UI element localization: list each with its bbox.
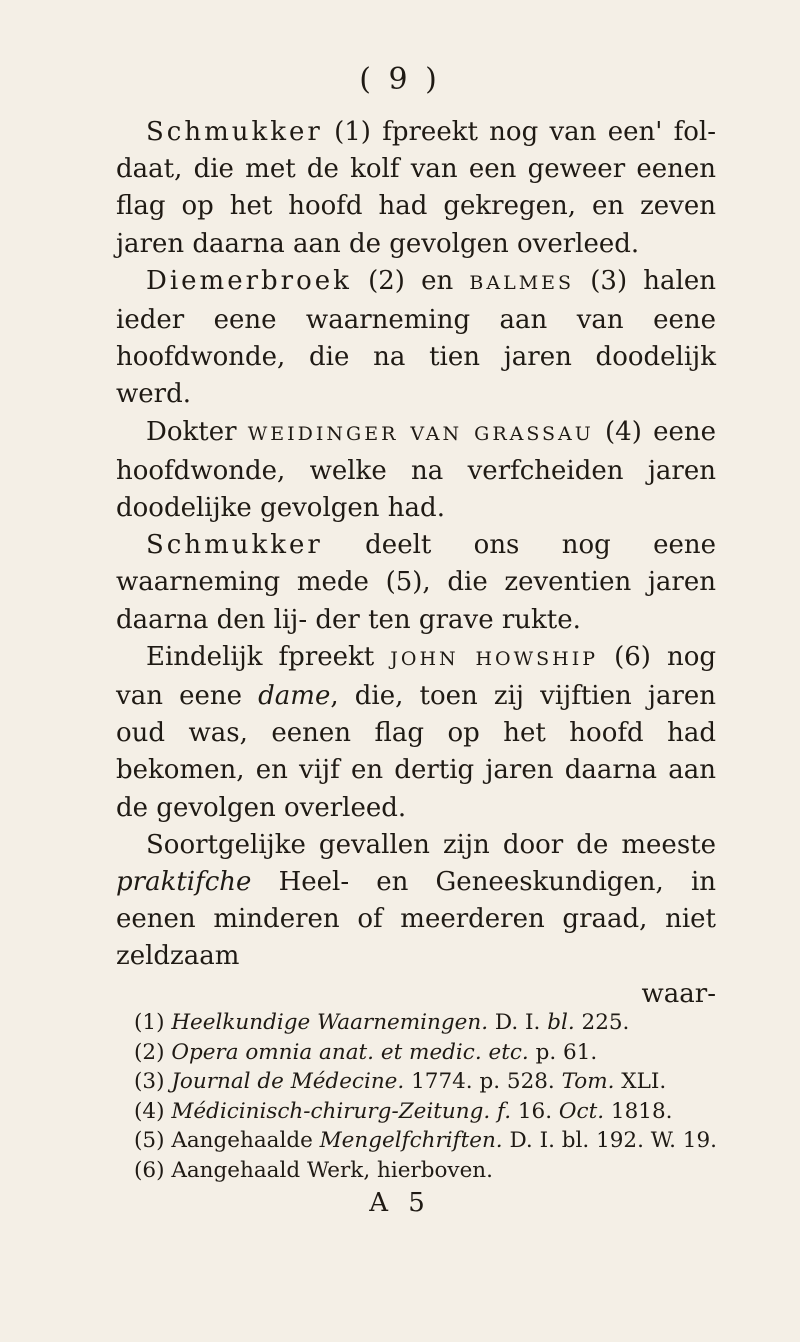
footnote-detail: Aangehaald Werk, hierboven.: [171, 1157, 493, 1183]
conjunction: en: [404, 265, 470, 296]
footnote-mark: (5): [134, 1128, 165, 1153]
paragraph-6-text: Heel- en Geneeskundigen, in eenen minderen of meerderen graad, niet zeldzaam: [116, 867, 716, 972]
author-name-schmukker: Schmukker: [146, 117, 323, 147]
footnote-detail-2: D. I. bl. 192. W. 19.: [502, 1128, 717, 1153]
footnote-title-2: Oct.: [558, 1098, 605, 1124]
footnote-title-2: bl.: [547, 1010, 575, 1035]
footnote-title: Médicinisch-chirurg-Zeitung. f.: [171, 1098, 512, 1124]
paragraph-2-text: halen ieder eene waarneming aan van eene hoofdwonde, die na tien jaren doodelijk werd.: [116, 265, 716, 410]
author-name-balmes: BALMES: [469, 271, 575, 294]
footnote-title: Opera omnia anat. et medic. etc.: [171, 1039, 529, 1065]
paragraph-1: [116, 114, 716, 263]
footnote-3: [134, 1067, 714, 1097]
footnote-1: [134, 1008, 714, 1038]
paragraph-4-text: deelt ons nog eene waarneming mede (5), die zeventien jaren daarna den lij- der ten grave rukte.: [116, 530, 716, 635]
footnote-ref-1: (1): [334, 117, 371, 147]
paragraph-3-text: eene hoofdwonde, welke na verfcheiden jaren doodelijke gevolgen had.: [116, 416, 717, 524]
footnote-title-2: Tom.: [561, 1069, 615, 1094]
paragraph-3-lead: Dokter: [146, 416, 248, 447]
author-name-weidinger: WEIDINGER VAN GRASSAU: [247, 422, 594, 445]
footnote-mark: (1): [134, 1010, 165, 1035]
footnote-ref-4: (4): [605, 416, 642, 447]
paragraph-5: [116, 639, 716, 827]
paragraph-6-lead: Soortgelijke gevallen zijn door de meeste: [146, 829, 716, 860]
footnote-title-2: Mengelfchriften.: [319, 1128, 503, 1153]
footnote-mark: (3): [134, 1069, 165, 1094]
paragraph-6: [116, 827, 716, 976]
footnote-2: [134, 1038, 714, 1068]
footnote-detail: 1774. p. 528.: [404, 1069, 562, 1094]
catchword: waar-: [641, 978, 716, 1009]
footnote-ref-2: (2): [368, 265, 405, 296]
footnote-title: Heelkundige Waarnemingen.: [171, 1010, 489, 1035]
author-name-schmukker-2: Schmukker: [146, 530, 323, 561]
paragraph-5-text-a: nog van eene: [116, 641, 717, 712]
footnote-detail: p. 61.: [528, 1039, 598, 1065]
author-name-diemerbroek: Diemerbroek: [146, 265, 352, 296]
footnote-mark: (4): [134, 1098, 165, 1124]
paragraph-3: [116, 414, 716, 528]
footnote-detail: 16.: [511, 1098, 559, 1124]
footnote-title: Journal de Médecine.: [171, 1069, 405, 1094]
page-number: ( 9 ): [359, 62, 441, 97]
footnote-detail: D. I.: [488, 1010, 548, 1035]
footnote-detail-2: 1818.: [604, 1098, 673, 1124]
footnote-6: [134, 1156, 714, 1186]
footnote-detail-2: XLI.: [614, 1069, 667, 1094]
footnote-detail-2: 225.: [574, 1010, 630, 1035]
italic-praktifche: praktifche: [116, 867, 252, 898]
paragraph-5-text-b: , die, toen zij vijftien jaren oud was, eenen flag op het hoofd had bekomen, en vijf en dertig jaren daarna aan de gevolgen overleed.: [116, 681, 716, 823]
footnote-mark: (2): [134, 1039, 165, 1065]
footnote-4: [134, 1097, 714, 1127]
footnote-ref-6: (6): [614, 641, 651, 672]
body-text: [116, 114, 716, 1013]
footnote-ref-3: (3): [590, 265, 628, 296]
paragraph-5-lead: Eindelijk fpreekt: [146, 641, 391, 672]
footnote-detail: Aangehaalde: [171, 1128, 320, 1153]
paragraph-4: [116, 527, 716, 639]
author-name-howship: JOHN HOWSHIP: [390, 647, 599, 670]
paragraph-1-text: fpreekt nog van een' fol- daat, die met de kolf van een geweer eenen flag op het hoofd had gekregen, en zeven jaren daarna aan de gevolgen overleed.: [116, 117, 717, 259]
italic-dame: dame: [258, 681, 331, 712]
paragraph-2: [116, 263, 716, 414]
footnote-5: [134, 1126, 717, 1156]
signature-mark: A 5: [369, 1188, 431, 1218]
footnotes: [134, 1008, 717, 1185]
footnote-mark: (6): [134, 1157, 165, 1183]
